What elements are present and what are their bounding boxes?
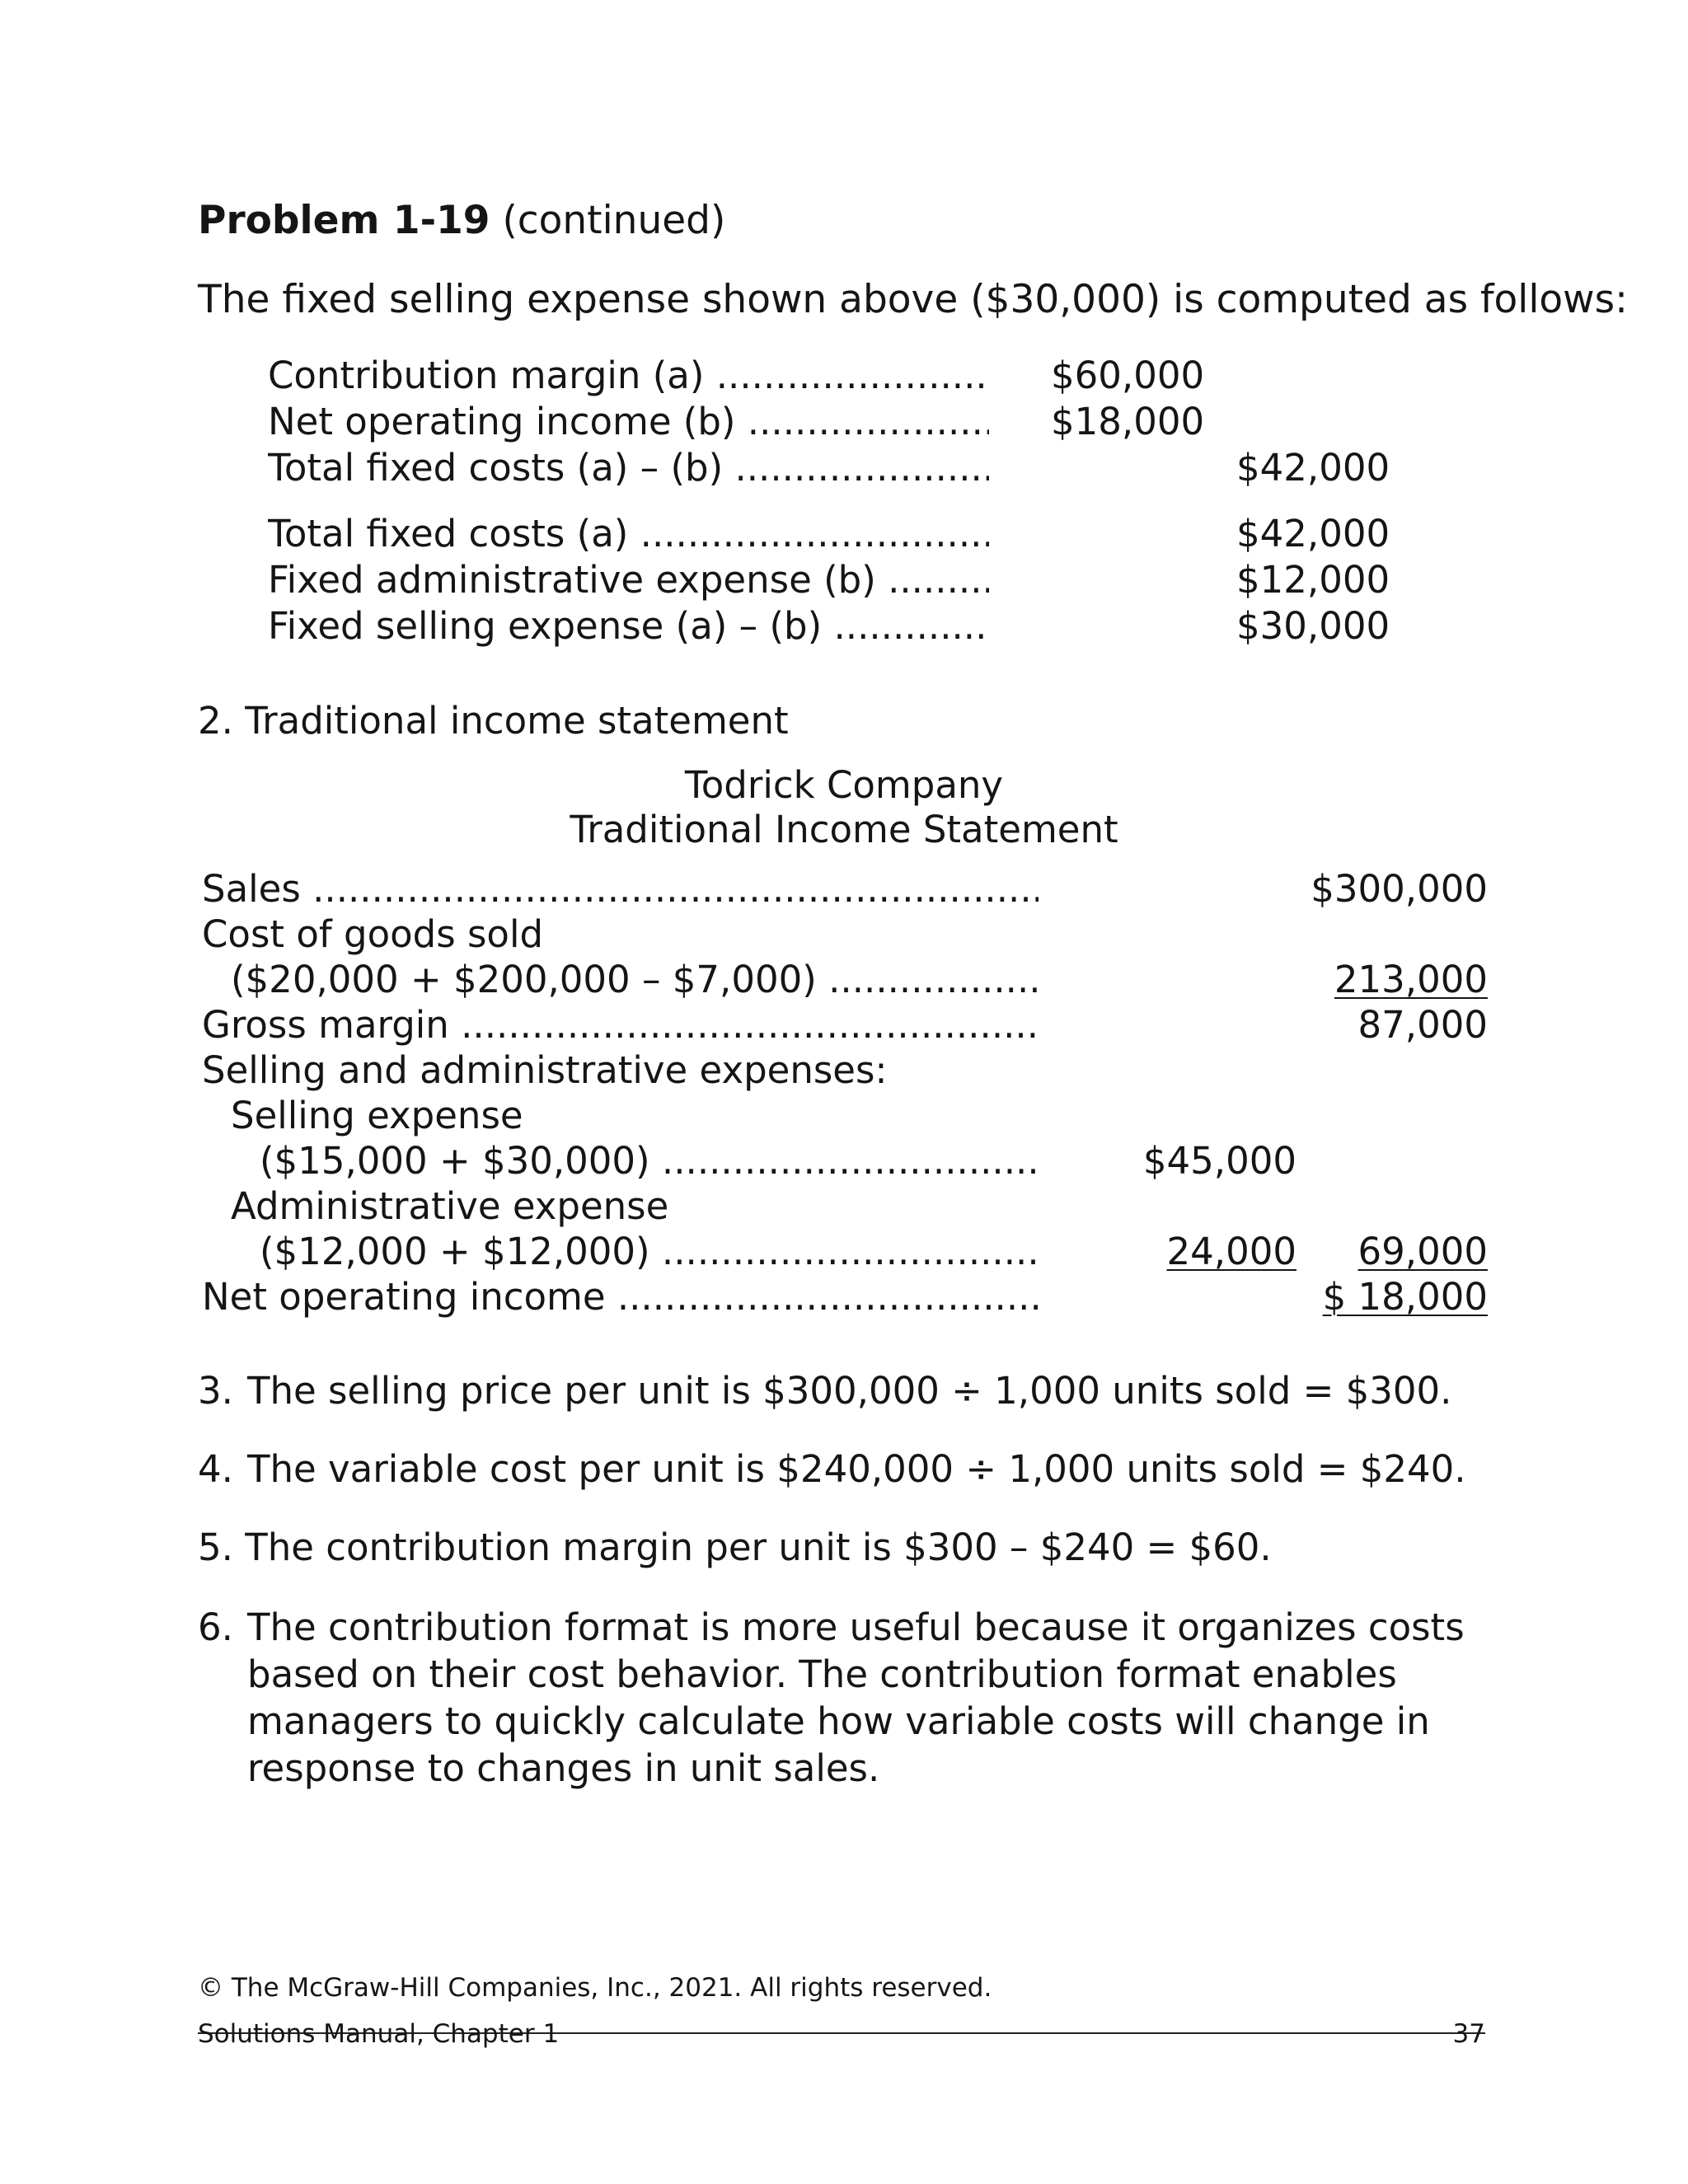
page-number: 37 [1452,2019,1485,2049]
statement-right-value: $ 18,000 [1322,1275,1488,1319]
intro-text: The fixed selling expense shown above ($30,000) is computed as follows: [198,277,1628,322]
statement-row [231,1093,1488,1139]
statement-label: Gross margin ..... [202,1002,1039,1048]
comp-mid-value: $18,000 [1051,400,1205,443]
comp-mid-value: $60,000 [1051,354,1205,397]
answer-number: 4. [198,1447,233,1491]
statement-label: ($15,000 + $30,000) ..... [260,1138,1039,1184]
comp-label: Fixed administrative expense (b) ..... [268,557,989,603]
answer-text: The contribution format is more useful because it organizes costs based on their cost behavior. The contribution format enables managers to quickly calculate how variable costs will change in response to changes in unit sales. [247,1605,1465,1790]
statement-row [202,1047,1488,1094]
comp-label: Total fixed costs (a) – (b) ..... [268,445,989,491]
comp-row [268,353,1422,399]
comp-right-value: $12,000 [1236,558,1390,602]
statement-right-value: $300,000 [1311,867,1488,911]
company-name: Todrick Company [684,763,1004,807]
statement-right-value: 87,000 [1357,1003,1488,1047]
statement-row [202,912,1488,958]
comp-row [268,557,1422,603]
answer-text: The variable cost per unit is $240,000 ÷ 1,000 units sold = $240. [247,1447,1466,1491]
answer-3 [198,1367,1517,1414]
copyright-notice: © The McGraw-Hill Companies, Inc., 2021. All rights reserved. [198,1973,992,2003]
comp-row [268,511,1422,557]
statement-label: Administrative expense [231,1184,669,1228]
comp-right-value: $30,000 [1236,604,1390,648]
statement-right-value: 213,000 [1334,958,1488,1001]
answer-number: 6. [198,1605,233,1649]
comp-label: Contribution margin (a) ..... [268,353,989,399]
comp-right-value: $42,000 [1236,512,1390,555]
statement-mid-value: $45,000 [1142,1139,1296,1183]
problem-number: Problem 1-19 [198,198,490,243]
comp-right-value: $42,000 [1236,446,1390,490]
statement-title: Traditional Income Statement [570,808,1118,851]
statement-row [260,1138,1488,1184]
comp-row [268,445,1422,491]
comp-label: Fixed selling expense (a) – (b) ..... [268,603,989,649]
manual-chapter: Solutions Manual, Chapter 1 [198,2019,560,2049]
statement-label: ($20,000 + $200,000 – $7,000) ..... [231,957,1039,1003]
page-title [198,196,725,246]
statement-label: Selling and administrative expenses: [202,1048,888,1092]
answer-text: The selling price per unit is $300,000 ÷ 1,000 units sold = $300. [247,1369,1452,1413]
statement-row [202,866,1488,912]
statement-right-value: 69,000 [1357,1230,1488,1273]
answer-text: 5. The contribution margin per unit is $300 – $240 = $60. [198,1526,1272,1569]
statement-mid-value: 24,000 [1166,1230,1296,1273]
answer-5 [198,1524,1517,1571]
comp-row [268,603,1422,649]
statement-label: ($12,000 + $12,000) ..... [260,1229,1039,1275]
answer-number: 3. [198,1369,233,1413]
statement-row [202,1002,1488,1048]
statement-row [231,957,1488,1003]
continued-label: (continued) [502,198,726,243]
statement-label: Sales ..... [202,866,1039,912]
section-heading: 2. Traditional income statement [198,699,789,743]
comp-label: Net operating income (b) ..... [268,399,989,445]
statement-label: Selling expense [231,1094,523,1137]
comp-row [268,399,1422,445]
comp-label: Total fixed costs (a) ..... [268,511,989,557]
statement-row [260,1229,1488,1275]
statement-row [202,1274,1488,1320]
answer-4 [198,1446,1517,1493]
statement-row [231,1183,1488,1230]
statement-label: Net operating income ..... [202,1274,1039,1320]
answer-6 [198,1604,1517,1802]
statement-label: Cost of goods sold [202,912,544,956]
